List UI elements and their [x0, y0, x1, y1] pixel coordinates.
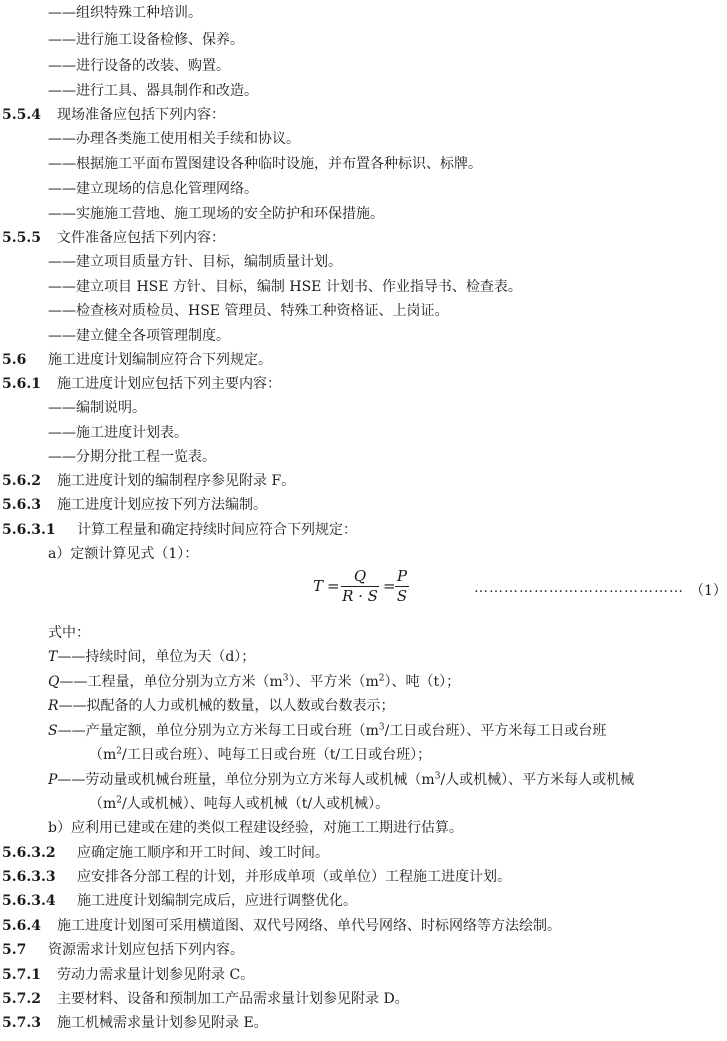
superscript: 3: [282, 673, 289, 684]
denominator: R · S: [342, 587, 378, 605]
clause-5-6-3-1: [2, 521, 357, 539]
list-item: ——实施施工营地、施工现场的安全防护和环保措施。: [48, 206, 384, 222]
clause-number: 5.7.3: [2, 1015, 41, 1031]
clause-number: 5.6.4: [2, 918, 41, 934]
clause-text: 文件准备应包括下列内容：: [57, 230, 225, 246]
formula-lhs: T: [313, 577, 324, 595]
clause-text: 施工进度计划的编制程序参见附录 F。: [57, 473, 296, 489]
clause-text: 计算工程量和确定持续时间应符合下列规定：: [77, 522, 357, 538]
list-item: ——进行设备的改装、购置。: [48, 58, 230, 74]
clause-number: 5.6.2: [2, 473, 41, 489]
superscript: 3: [378, 722, 385, 733]
definition-t: [48, 648, 255, 666]
clause-text: 施工机械需求量计划参见附录 E。: [57, 1015, 268, 1031]
clause-text: 资源需求计划应包括下列内容。: [48, 942, 244, 958]
clause-text: 应确定施工顺序和开工时间、竣工时间。: [77, 845, 329, 861]
list-item: ——根据施工平面布置图建设各种临时设施，并布置各种标识、标牌。: [48, 156, 482, 172]
list-item: ——进行施工设备检修、保养。: [48, 32, 244, 48]
formula-equals: =: [383, 577, 396, 595]
clause-number: 5.6.3.4: [2, 893, 56, 909]
definition-text: ——工程量，单位分别为立方米（m: [59, 674, 283, 690]
clause-5-6-3-3: [2, 868, 511, 886]
clause-text: 现场准备应包括下列内容：: [57, 107, 225, 123]
clause-5-7-3: [2, 1014, 268, 1032]
definition-text: ——拟配备的人力或机械的数量，以人数或台数表示；: [58, 698, 395, 714]
superscript: 2: [116, 746, 123, 757]
definition-text: /工日或台班）、平方米每工日或台班: [384, 723, 607, 739]
clause-5-6-3-2: [2, 844, 329, 862]
clause-number: 5.6: [2, 352, 27, 368]
numerator: Q: [353, 567, 367, 585]
clause-5-6-4: [2, 917, 561, 935]
clause-5-6-3: [2, 496, 267, 514]
clause-5-7: [2, 941, 244, 959]
denominator: S: [396, 587, 408, 605]
clause-5-6: [2, 351, 272, 369]
definition-p: [48, 771, 634, 789]
variable: S: [48, 723, 58, 739]
definition-text: ——劳动量或机械台班量，单位分别为立方米每人或机械（m: [57, 772, 435, 788]
clause-text: 施工进度计划编制应符合下列规定。: [48, 352, 272, 368]
list-item: ——施工进度计划表。: [48, 425, 188, 441]
clause-text: 应安排各分部工程的计划，并形成单项（或单位）工程施工进度计划。: [77, 869, 511, 885]
list-item: ——组织特殊工种培训。: [48, 5, 202, 21]
clause-5-7-2: [2, 990, 409, 1008]
clause-number: 5.5.4: [2, 107, 41, 123]
list-item: ——建立健全各项管理制度。: [48, 328, 230, 344]
variable: Q: [48, 674, 60, 690]
definition-text: （m: [89, 747, 117, 763]
clause-5-6-3-4: [2, 892, 357, 910]
definition-q: [48, 673, 460, 691]
clause-text: 施工进度计划应包括下列主要内容：: [57, 376, 281, 392]
formula-leader-dots: ……………………………………: [474, 580, 684, 596]
list-item: ——分期分批工程一览表。: [48, 449, 216, 465]
sub-item-b: b）应利用已建或在建的类似工程建设经验，对施工工期进行估算。: [48, 820, 463, 836]
definition-text: /人或机械）、平方米每人或机械: [440, 772, 635, 788]
superscript: 2: [378, 673, 385, 684]
definition-s-cont: [89, 746, 431, 764]
clause-5-7-1: [2, 966, 254, 984]
clause-5-5-4: [2, 106, 225, 124]
superscript: 2: [116, 795, 123, 806]
clause-5-6-1: [2, 375, 281, 393]
numerator: P: [396, 567, 408, 585]
clause-5-6-2: [2, 472, 295, 490]
definition-r: [48, 697, 395, 715]
clause-text: 施工进度计划编制完成后，应进行调整优化。: [77, 893, 357, 909]
where-label: 式中：: [48, 625, 90, 641]
definition-text: ）、平方米（m: [288, 674, 379, 690]
clause-text: 施工进度计划应按下列方法编制。: [57, 497, 267, 513]
formula-number: （1）: [690, 583, 727, 599]
list-item: ——建立现场的信息化管理网络。: [48, 181, 258, 197]
list-item: ——建立项目质量方针、目标，编制质量计划。: [48, 254, 342, 270]
definition-text: ——持续时间，单位为天（d）；: [57, 649, 256, 665]
clause-number: 5.6.3.3: [2, 869, 56, 885]
clause-number: 5.5.5: [2, 230, 41, 246]
definition-s: [48, 722, 606, 740]
definition-text: /工日或台班）、吨每工日或台班（t/工日或台班）；: [122, 747, 432, 763]
variable: T: [48, 649, 58, 665]
list-item: ——检查核对质检员、HSE 管理员、特殊工种资格证、上岗证。: [48, 303, 449, 319]
definition-text: ）、吨（t）；: [384, 674, 461, 690]
variable: R: [48, 698, 59, 714]
list-item: ——编制说明。: [48, 400, 146, 416]
sub-item-a: a）定额计算见式（1）：: [48, 546, 199, 562]
clause-number: 5.6.3: [2, 497, 41, 513]
clause-number: 5.6.3.2: [2, 845, 56, 861]
superscript: 3: [434, 771, 441, 782]
clause-text: 施工进度计划图可采用横道图、双代号网络、单代号网络、时标网络等方法绘制。: [57, 918, 561, 934]
definition-text: （m: [89, 796, 117, 812]
clause-number: 5.7: [2, 942, 27, 958]
definition-text: /人或机械）、吨每人或机械（t/人或机械）。: [122, 796, 390, 812]
fraction-p-over-s: [395, 567, 409, 607]
clause-5-5-5: [2, 229, 225, 247]
clause-number: 5.6.1: [2, 376, 41, 392]
fraction-q-over-rs: [341, 567, 379, 607]
clause-number: 5.7.2: [2, 991, 41, 1007]
formula-equals: =: [327, 577, 340, 595]
list-item: ——进行工具、器具制作和改造。: [48, 83, 258, 99]
clause-text: 劳动力需求量计划参见附录 C。: [57, 967, 255, 983]
clause-number: 5.6.3.1: [2, 522, 56, 538]
list-item: ——建立项目 HSE 方针、目标，编制 HSE 计划书、作业指导书、检查表。: [48, 279, 522, 295]
clause-text: 主要材料、设备和预制加工产品需求量计划参见附录 D。: [57, 991, 409, 1007]
clause-number: 5.7.1: [2, 967, 41, 983]
definition-text: ——产量定额，单位分别为立方米每工日或台班（m: [57, 723, 379, 739]
definition-p-cont: [89, 795, 389, 813]
list-item: ——办理各类施工使用相关手续和协议。: [48, 131, 300, 147]
variable: P: [48, 772, 58, 788]
